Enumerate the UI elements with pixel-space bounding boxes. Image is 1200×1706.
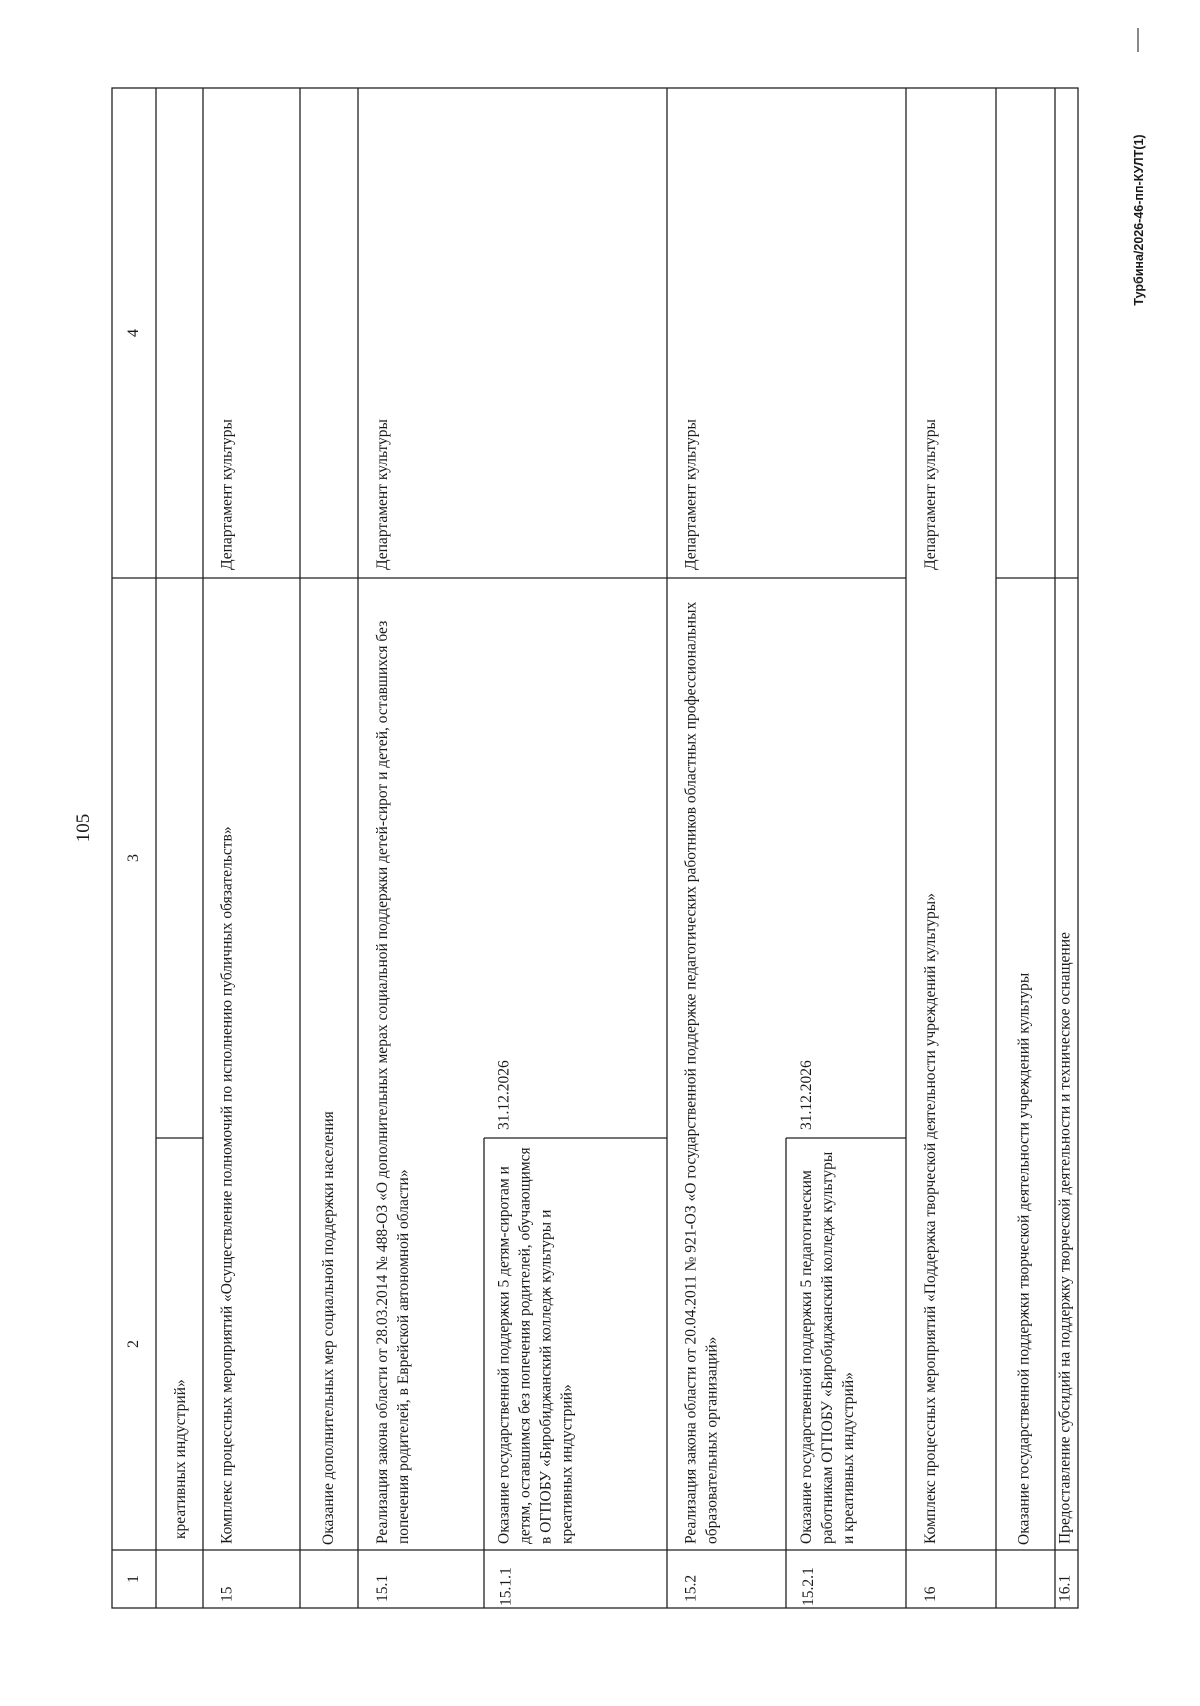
row-15-2-1-text: Оказание государственной поддержки 5 педагогическим работникам ОГПОБУ «Биробиджанский колледж культуры и креативных индустрий» [798,1151,857,1544]
header-col4: 4 [125,329,142,337]
row-continuation-text: креативных индустрий» [172,1379,189,1539]
row-15-2-responsible: Департамент культуры [682,419,700,570]
header-col1: 1 [125,1575,142,1583]
document-stamp: Турбина/2026-46-пп-КУЛТ(1) [1132,134,1146,306]
row-15-2-1-date: 31.12.2026 [798,1060,815,1130]
row-16-responsible: Департамент культуры [922,419,939,570]
row-15-2-1-number: 15.2.1 [800,1567,817,1606]
row-16-1-number: 16.1 [1056,1574,1074,1602]
row-15-responsible: Департамент культуры [218,419,236,570]
header-col2: 2 [125,1340,142,1348]
section-social-support: Оказание дополнительных мер социальной поддержки населения [320,1111,337,1545]
row-15-number: 15 [218,1586,236,1602]
page-number: 105 [73,813,94,843]
row-15-2-number: 15.2 [682,1574,700,1602]
row-15-1-number: 15.1 [374,1574,391,1602]
row-15-1-1-number: 15.1.1 [497,1567,515,1606]
row-15-2-text: Реализация закона области от 20.04.2011 № 921-ОЗ «О государственной поддержке педагогических работников областных профессиональных образовательных организаций» [682,601,721,1544]
row-15-1-text: Реализация закона области от 28.03.2014 № 488-ОЗ «О дополнительных мерах социальной поддержки детей-сирот и детей, оставшихся без попечения родителей, в Еврейской автономной области» [374,620,412,1544]
header-col3: 3 [125,854,142,862]
row-16-1-text: Предоставление субсидий на поддержку творческой деятельности и техническое оснащение [1056,932,1074,1544]
row-15-text: Комплекс процессных мероприятий «Осуществление полномочий по исполнению публичных обязательств» [218,826,236,1544]
section-creative-support: Оказание государственной поддержки творческой деятельности учреждений культуры [1015,972,1033,1545]
row-15-1-responsible: Департамент культуры [374,419,391,570]
row-16-text: Комплекс процессных мероприятий «Поддержка творческой деятельности учреждений культуры» [922,893,939,1544]
row-15-1-1-date: 31.12.2026 [495,1060,513,1130]
row-16-number: 16 [922,1586,939,1602]
row-15-1-1-text: Оказание государственной поддержки 5 детям-сиротам и детям, оставшимся без попечения родителей, обучающимся в ОГПОБУ «Биробиджанский колледж культуры и креативных индустрий» [495,1147,576,1544]
